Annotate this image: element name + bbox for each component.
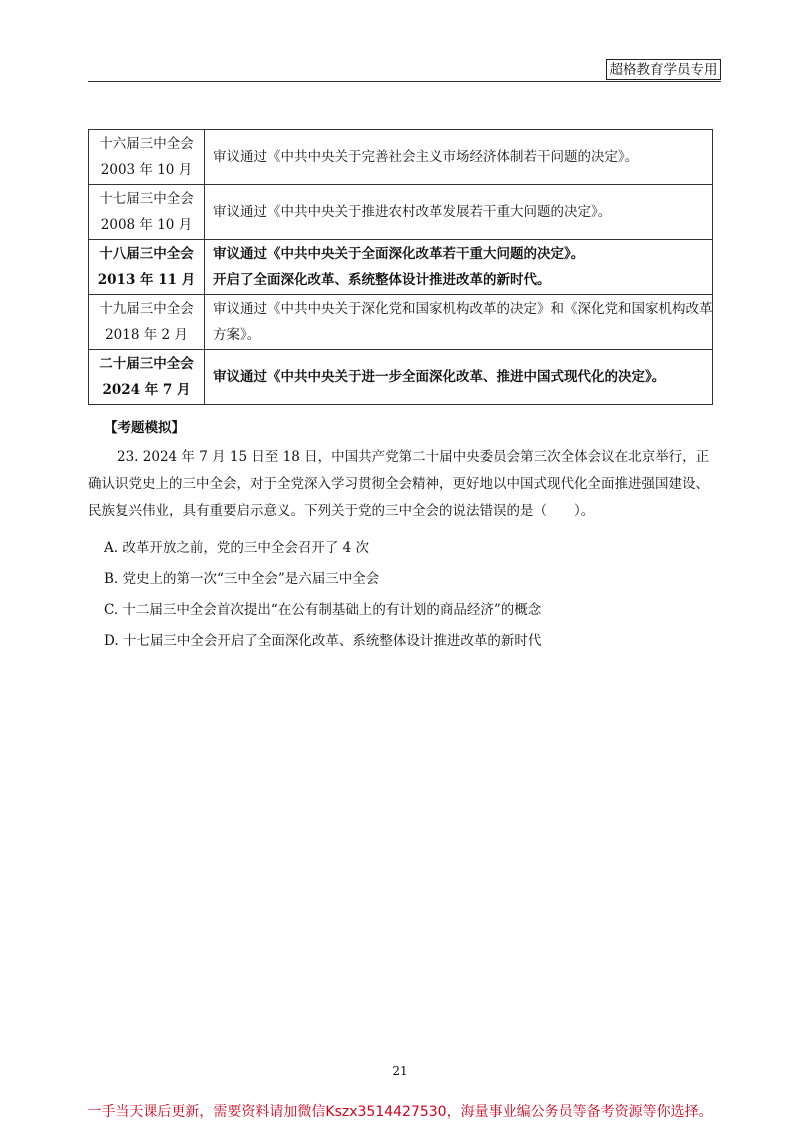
content-line: 开启了全面深化改革、系统整体设计推进改革的新时代。 [213,272,551,288]
plenary-sessions-table [88,129,713,405]
option-d: D. 十七届三中全会开启了全面深化改革、系统整体设计推进改革的新时代 [104,633,542,649]
table-row [89,185,713,240]
session-cell [89,240,205,295]
session-name: 十六届三中全会 [99,136,194,152]
session-date: 2008 年 10 月 [100,217,193,233]
content-cell [205,240,713,295]
table-row [89,240,713,295]
session-date: 2018 年 2 月 [105,327,188,343]
page-number: 21 [392,1064,408,1078]
question-stem: 23. 2024 年 7 月 15 日至 18 日，中国共产党第二十届中央委员会第三次全体会议在北京举行，正确认识党史上的三中全会，对于全党深入学习贯彻全会精神，更好地以中国式现代化全面推进强国建设、民族复兴伟业，具有重要启示意义。下列关于党的三中全会的说法错误的是（ ）。 [88,449,710,519]
session-cell [89,350,205,405]
content-line: 审议通过《中共中央关于全面深化改革若干重大问题的决定》。 [213,246,585,262]
table-row [89,350,713,405]
section-title: 【考题模拟】 [104,420,185,436]
content-line: 审议通过《中共中央关于推进农村改革发展若干重大问题的决定》。 [213,204,612,220]
header-divider [88,81,721,82]
session-cell [89,185,205,240]
table-row [89,295,713,350]
content-cell [205,350,713,405]
session-date: 2003 年 10 月 [100,162,193,178]
content-cell [205,185,713,240]
header-badge: 超格教育学员专用 [606,59,721,80]
session-cell [89,295,205,350]
footer-banner: 一手当天课后更新，需要资料请加微信Kszx3514427530，海量事业编公务员等备考资源等你选择。 [87,1104,713,1120]
content-line: 审议通过《中共中央关于完善社会主义市场经济体制若干问题的决定》。 [213,149,639,165]
session-name: 十七届三中全会 [99,191,194,207]
content-line: 审议通过《中共中央关于进一步全面深化改革、推进中国式现代化的决定》。 [213,369,666,385]
session-name: 十八届三中全会 [99,246,194,262]
option-a: A. 改革开放之前，党的三中全会召开了 4 次 [104,540,370,556]
session-cell [89,130,205,185]
session-name: 十九届三中全会 [99,301,194,317]
option-c: C. 十二届三中全会首次提出“在公有制基础上的有计划的商品经济”的概念 [104,602,542,618]
content-line: 审议通过《中共中央关于深化党和国家机构改革的决定》和《深化党和国家机构改革 [213,301,713,317]
table-row [89,130,713,185]
session-date: 2024 年 7 月 [102,382,191,398]
content-line: 方案》。 [213,327,261,343]
session-date: 2013 年 11 月 [97,272,196,288]
session-name: 二十届三中全会 [99,356,194,372]
content-cell [205,130,713,185]
option-b: B. 党史上的第一次“三中全会”是六届三中全会 [104,571,380,587]
content-cell [205,295,713,350]
